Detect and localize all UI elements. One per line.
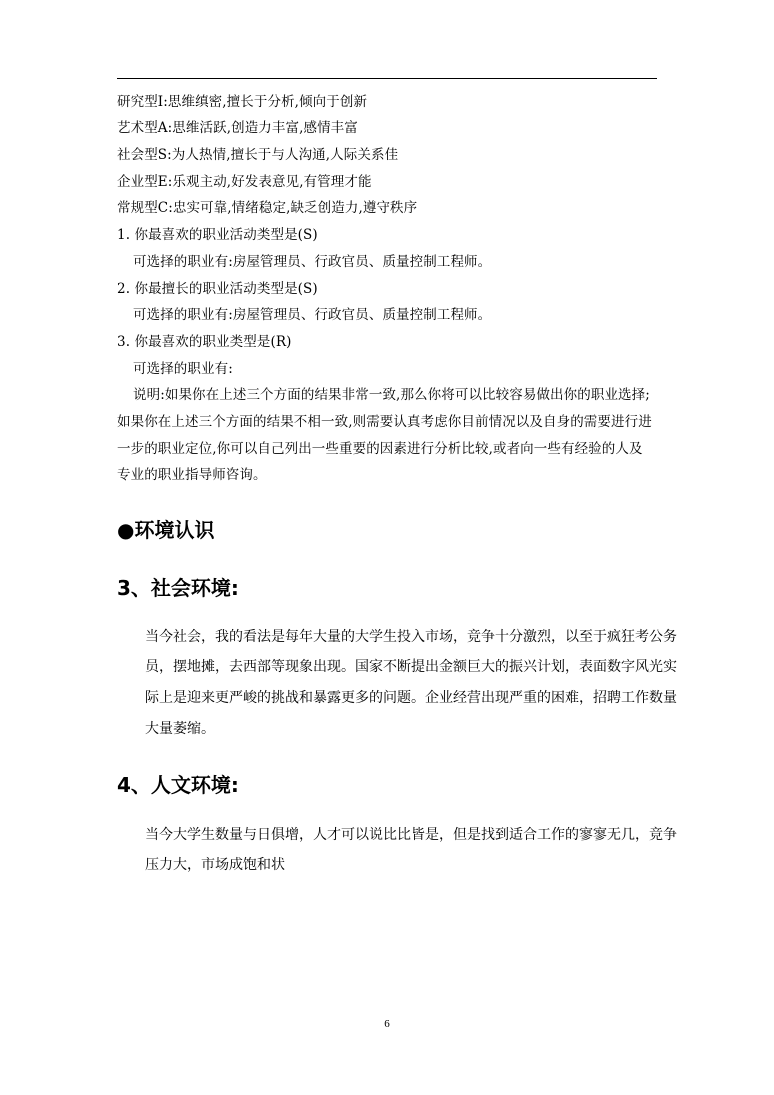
explanation-line: 专业的职业指导师咨询。: [117, 467, 267, 483]
type-line-enterprising: 企业型E:乐观主动,好发表意见,有管理才能: [117, 174, 372, 190]
question-3: 3. 你最喜欢的职业类型是(R): [117, 334, 292, 350]
question-1: 1. 你最喜欢的职业活动类型是(S): [117, 227, 318, 243]
page-number: 6: [384, 1018, 390, 1030]
social-paragraph-line: 员，摆地摊，去西部等现象出现。国家不断提出金额巨大的振兴计划，表面数字风光实: [145, 659, 677, 675]
header-rule: [117, 78, 657, 79]
answer-2: 可选择的职业有:房屋管理员、行政官员、质量控制工程师。: [133, 307, 492, 323]
section-heading-environment: ●环境认识: [117, 518, 215, 542]
section-heading-social: 3、社会环境:: [117, 576, 239, 600]
explanation-line: 一步的职业定位,你可以自己列出一些重要的因素进行分析比较,或者向一些有经验的人及: [117, 441, 643, 457]
humanities-paragraph-line: 压力大，市场成饱和状: [145, 857, 285, 873]
section-heading-humanities: 4、人文环境:: [117, 773, 239, 797]
explanation-line: 说明:如果你在上述三个方面的结果非常一致,那么你将可以比较容易做出你的职业选择;: [133, 387, 650, 403]
type-line-conventional: 常规型C:忠实可靠,情绪稳定,缺乏创造力,遵守秩序: [117, 200, 418, 216]
humanities-paragraph-line: 当今大学生数量与日俱增，人才可以说比比皆是，但是找到适合工作的寥寥无几，竞争: [145, 827, 677, 843]
social-paragraph-line: 际上是迎来更严峻的挑战和暴露更多的问题。企业经营出现严重的困难，招聘工作数量: [145, 690, 677, 706]
social-paragraph-line: 大量萎缩。: [145, 721, 215, 737]
answer-3: 可选择的职业有:: [133, 361, 233, 377]
explanation-line: 如果你在上述三个方面的结果不相一致,则需要认真考虑你目前情况以及自身的需要进行进: [117, 414, 652, 430]
social-paragraph-line: 当今社会，我的看法是每年大量的大学生投入市场，竞争十分激烈，以至于疯狂考公务: [145, 629, 677, 645]
question-2: 2. 你最擅长的职业活动类型是(S): [117, 281, 318, 297]
type-line-artistic: 艺术型A:思维活跃,创造力丰富,感情丰富: [117, 120, 358, 136]
answer-1: 可选择的职业有:房屋管理员、行政官员、质量控制工程师。: [133, 254, 492, 270]
type-line-social: 社会型S:为人热情,擅长于与人沟通,人际关系佳: [117, 147, 399, 163]
type-line-investigative: 研究型I:思维缜密,擅长于分析,倾向于创新: [117, 94, 368, 110]
